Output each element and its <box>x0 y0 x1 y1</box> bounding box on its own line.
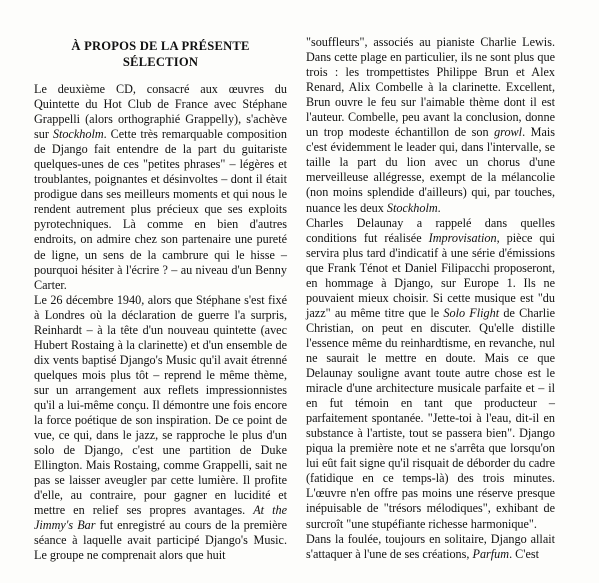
section-heading <box>34 38 287 70</box>
paragraph <box>306 216 555 532</box>
italic-title: Solo Flight <box>443 305 500 320</box>
italic-title: growl <box>494 125 523 140</box>
italic-title: Stockholm <box>386 200 438 215</box>
text-run: de Charlie Christian, on peut en discuter. Qu'elle distille l'essence même du reinhardtisme, en revanche, nul ne saurait le mettre en doute. Mais ce que Delaunay souligne avant toute autre chose est le miracle d'une architecture musicale parfaite et – il en fut témoin en tant que producteur – parfaitement spontanée. "Jette-toi à l'eau, dit-il en substance à l'artiste, tout se passera bien". Django piqua la première note et ne s'arrêta que lorsqu'on lui eût fait signe qu'il risquait de déborder du cadre (fatidique en ce temps-là) des trois minutes. L'œuvre n'en offre pas moins une réserve presque inépuisable de "trésors mélodiques", exhibant de surcroît "une stupéfiante richesse harmonique". <box>306 305 555 531</box>
text-run: "souffleurs", associés au pianiste Charlie Lewis. Dans cette plage en particulier, ils ne sont plus que trois : les trompettistes Philippe Brun et Alex Renard, Alix Combelle à la clarinette. Excellent, Brun ouvre le feu sur l'aimable thème dont il est l'auteur. Combelle, peu avant la conclusion, donne un trop modeste échantillon de son <box>306 35 555 140</box>
heading-line-2: SÉLECTION <box>122 55 199 69</box>
paragraph <box>306 35 555 216</box>
paragraph <box>34 82 287 293</box>
italic-title: At the Jimmy's Bar <box>34 503 287 533</box>
paragraph <box>34 293 287 564</box>
text-run: Le deuxième CD, consacré aux œuvres du Quintette du Hot Club de France avec Stéphane Grappelli (alors orthographié Grappelly), s'achève sur <box>34 82 287 142</box>
text-run: . C'est <box>509 546 540 561</box>
text-run: . <box>437 200 441 215</box>
italic-title: Stockholm <box>52 127 104 142</box>
text-run: Charles Delaunay a rappelé dans quelles conditions fut réalisée <box>306 215 555 245</box>
text-run: fut enregistré au cours de la première séance à laquelle avait participé Django's Music. Le groupe ne comprenait alors que huit <box>34 518 287 563</box>
text-run: Le 26 décembre 1940, alors que Stéphane s'est fixé à Londres où la déclaration de guerre l'a surpris, Reinhardt – à la tête d'un nouveau quintette (avec Hubert Rostaing à la clarinette) et d'un ensemble de dix vents baptisé Django's Music qu'il avait étrenné quelques mois plus tôt – reprend le même thème, sur un arrangement aux reflets impressionnistes qu'il a lui-même conçu. Il démontre une fois encore la force poétique de son inspiration. De ce point de vue, ce qui, dans le jazz, se rapproche le plus d'un solo de Django, c'est une partition de Duke Ellington. Mais Rostaing, comme Grappelli, sait ne pas se laisser aveugler par cette lumière. Il profite d'elle, au contraire, pour gagner en lucidité et mettre en relief ses propres avantages. <box>34 292 287 518</box>
heading-line-1: À PROPOS DE LA PRÉSENTE <box>71 39 250 53</box>
text-run: . Mais c'est évidemment le leader qui, dans l'intervalle, se taille la part du lion avec un chorus d'une merveilleuse allégresse, exempt de la mélancolie (non moins splendide d'ailleurs) qui, par touches, nuance les deux <box>306 125 555 215</box>
right-column <box>306 35 555 562</box>
text-run: Dans la foulée, toujours en solitaire, Django allait s'attaquer à l'une de ses créations, <box>306 531 555 561</box>
paragraph <box>306 532 555 562</box>
italic-title: Improvisation <box>428 230 497 245</box>
text-run: . Cette très remarquable composition de Django fait entendre de la part du guitariste quelques-unes de ces "petites phrases" – légères et troublantes, poignantes et désinvoltes – dont il était prodigue dans ses meilleurs moments et qui nous le rendent autrement plus précieux que ses exploits pyrotechniques. Là comme en bien d'autres endroits, on admire chez son partenaire une pureté de ligne, un sens de la cambrure qui le hisse – pourquoi hésiter à l'écrire ? – au niveau d'un Benny Carter. <box>34 127 287 292</box>
left-column <box>34 38 287 564</box>
text-run: , pièce qui servira plus tard d'indicatif à une série d'émissions que Frank Ténot et Daniel Filipacchi proposeront, en hommage à Django, sur Europe 1. Ils ne pouvaient mieux choisir. Si cette musique est "du jazz" au même titre que le <box>306 230 555 320</box>
italic-title: Parfum <box>472 546 510 561</box>
